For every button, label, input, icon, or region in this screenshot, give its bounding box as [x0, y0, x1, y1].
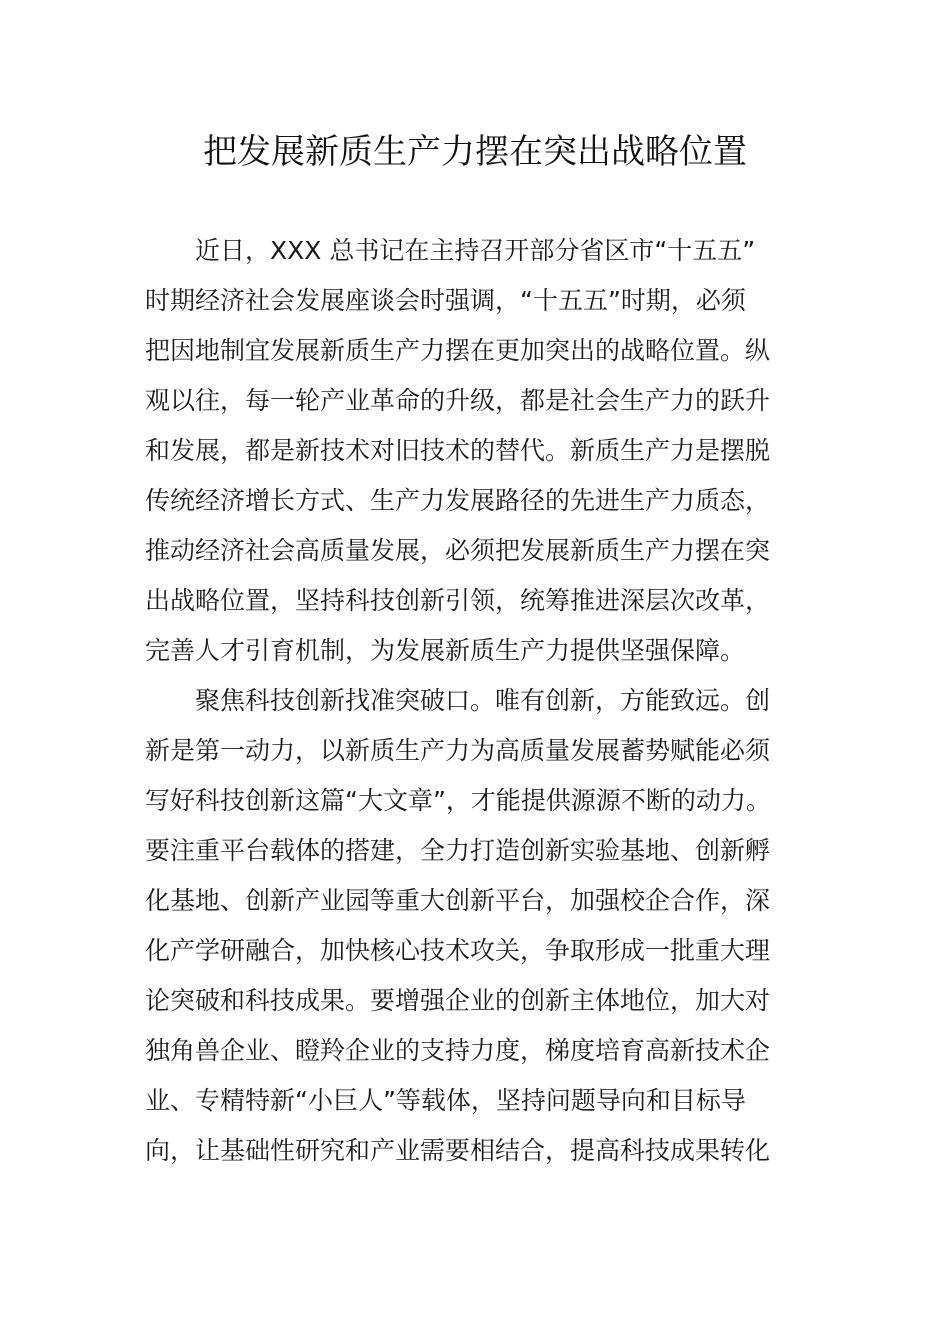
paragraph-2	[145, 676, 795, 1176]
text-line: 推动经济社会高质量发展，必须把发展新质生产力摆在突	[145, 536, 771, 565]
text-line: 时期经济社会发展座谈会时强调，“十五五”时期，必须	[145, 286, 746, 315]
text-line: 化产学研融合，加快核心技术攻关，争取形成一批重大理	[145, 936, 771, 965]
text-line: 传统经济增长方式、生产力发展路径的先进生产力质态，	[145, 486, 771, 515]
text-line: 出战略位置，坚持科技创新引领，统筹推进深层次改革，	[145, 586, 771, 615]
document-title: 把发展新质生产力摆在突出战略位置	[203, 132, 747, 172]
text-line: 要注重平台载体的搭建，全力打造创新实验基地、创新孵	[145, 836, 771, 865]
text-line: 聚焦科技创新找准突破口。唯有创新，方能致远。创	[195, 686, 771, 715]
text-line: 观以往，每一轮产业革命的升级，都是社会生产力的跃升	[145, 386, 771, 415]
text-line: 完善人才引育机制，为发展新质生产力提供坚强保障。	[145, 636, 746, 665]
text-line: 近日，XXX 总书记在主持召开部分省区市“十五五”	[195, 236, 756, 265]
paragraph-1	[145, 226, 795, 676]
text-line: 化基地、创新产业园等重大创新平台，加强校企合作，深	[145, 886, 771, 915]
text-line: 论突破和科技成果。要增强企业的创新主体地位，加大对	[145, 986, 771, 1015]
document-body	[145, 226, 795, 1176]
text-line: 把因地制宜发展新质生产力摆在更加突出的战略位置。纵	[145, 336, 771, 365]
text-line: 新是第一动力，以新质生产力为高质量发展蓄势赋能必须	[145, 736, 771, 765]
text-line: 写好科技创新这篇“大文章”，才能提供源源不断的动力。	[145, 786, 771, 815]
text-line: 业、专精特新“小巨人”等载体，坚持问题导向和目标导	[145, 1086, 746, 1115]
text-line: 独角兽企业、瞪羚企业的支持力度，梯度培育高新技术企	[145, 1036, 771, 1065]
text-line: 向，让基础性研究和产业需要相结合，提高科技成果转化	[145, 1136, 771, 1165]
text-line: 和发展，都是新技术对旧技术的替代。新质生产力是摆脱	[145, 436, 771, 465]
